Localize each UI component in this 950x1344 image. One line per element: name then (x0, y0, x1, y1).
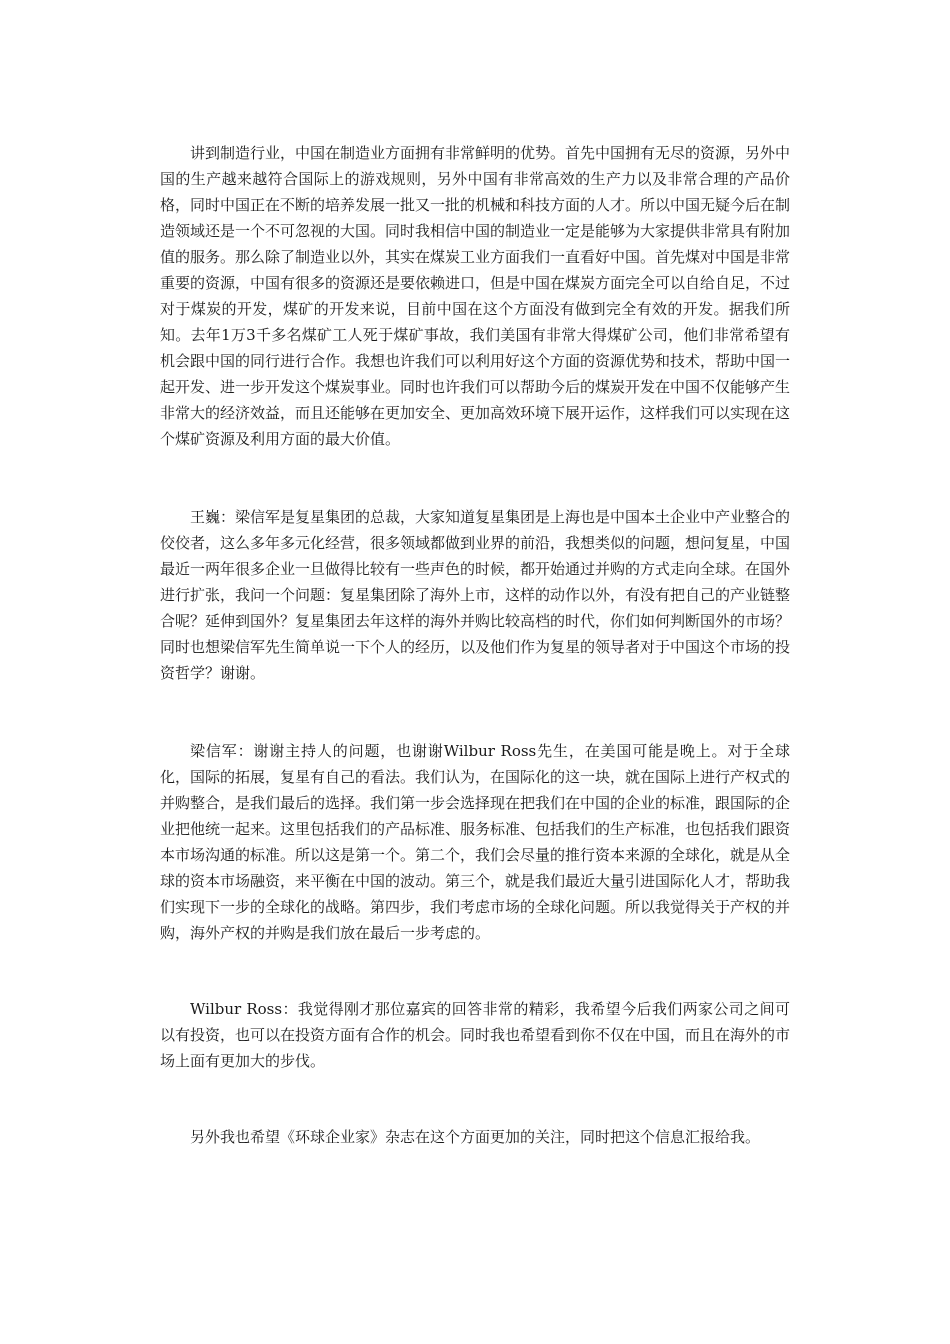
paragraph-liang-xinjun-answer: 梁信军：谢谢主持人的问题，也谢谢Wilbur Ross先生，在美国可能是晚上。对于全球化，国际的拓展，复星有自己的看法。我们认为，在国际化的这一块，就在国际上进行产权式的并购整合，是我们最后的选择。我们第一步会选择现在把我们在中国的企业的标准，跟国际的企业把他统一起来。这里包括我们的产品标准、服务标准、包括我们的生产标准，也包括我们跟资本市场沟通的标准。所以这是第一个。第二个，我们会尽量的推行资本来源的全球化，就是从全球的资本市场融资，来平衡在中国的波动。第三个，就是我们最近大量引进国际化人才，帮助我们实现下一步的全球化的战略。第四步，我们考虑市场的全球化问题。所以我觉得关于产权的并购，海外产权的并购是我们放在最后一步考虑的。 (160, 742, 791, 942)
paragraph-wilbur-ross-reply: Wilbur Ross：我觉得刚才那位嘉宾的回答非常的精彩，我希望今后我们两家公司之间可以有投资，也可以在投资方面有合作的机会。同时我也希望看到你不仅在中国，而且在海外的市场上面有更加大的步伐。 (160, 1000, 791, 1070)
document-page (160, 140, 790, 1150)
paragraph-manufacturing-coal: 讲到制造行业，中国在制造业方面拥有非常鲜明的优势。首先中国拥有无尽的资源，另外中国的生产越来越符合国际上的游戏规则，另外中国有非常高效的生产力以及非常合理的产品价格，同时中国正在不断的培养发展一批又一批的机械和科技方面的人才。所以中国无疑今后在制造领域还是一个不可忽视的大国。同时我相信中国的制造业一定是能够为大家提供非常具有附加值的服务。那么除了制造业以外，其实在煤炭工业方面我们一直看好中国。首先煤对中国是非常重要的资源，中国有很多的资源还是要依赖进口，但是中国在煤炭方面完全可以自给自足，不过对于煤炭的开发，煤矿的开发来说，目前中国在这个方面没有做到完全有效的开发。据我们所知。去年1万3千多名煤矿工人死于煤矿事故，我们美国有非常大得煤矿公司，他们非常希望有机会跟中国的同行进行合作。我想也许我们可以利用好这个方面的资源优势和技术，帮助中国一起开发、进一步开发这个煤炭事业。同时也许我们可以帮助今后的煤炭开发在中国不仅能够产生非常大的经济效益，而且还能够在更加安全、更加高效环境下展开运作，这样我们可以实现在这个煤矿资源及利用方面的最大价值。 (160, 144, 791, 448)
paragraph-closing-remark: 另外我也希望《环球企业家》杂志在这个方面更加的关注，同时把这个信息汇报给我。 (190, 1128, 761, 1146)
paragraph-wang-wei-question: 王巍：梁信军是复星集团的总裁，大家知道复星集团是上海也是中国本土企业中产业整合的佼佼者，这么多年多元化经营，很多领域都做到业界的前沿，我想类似的问题，想问复星，中国最近一两年很多企业一旦做得比较有一些声色的时候，都开始通过并购的方式走向全球。在国外进行扩张，我问一个问题：复星集团除了海外上市，这样的动作以外，有没有把自己的产业链整合呢？延伸到国外？复星集团去年这样的海外并购比较高档的时代，你们如何判断国外的市场？同时也想梁信军先生简单说一下个人的经历，以及他们作为复星的领导者对于中国这个市场的投资哲学？谢谢。 (160, 508, 791, 682)
